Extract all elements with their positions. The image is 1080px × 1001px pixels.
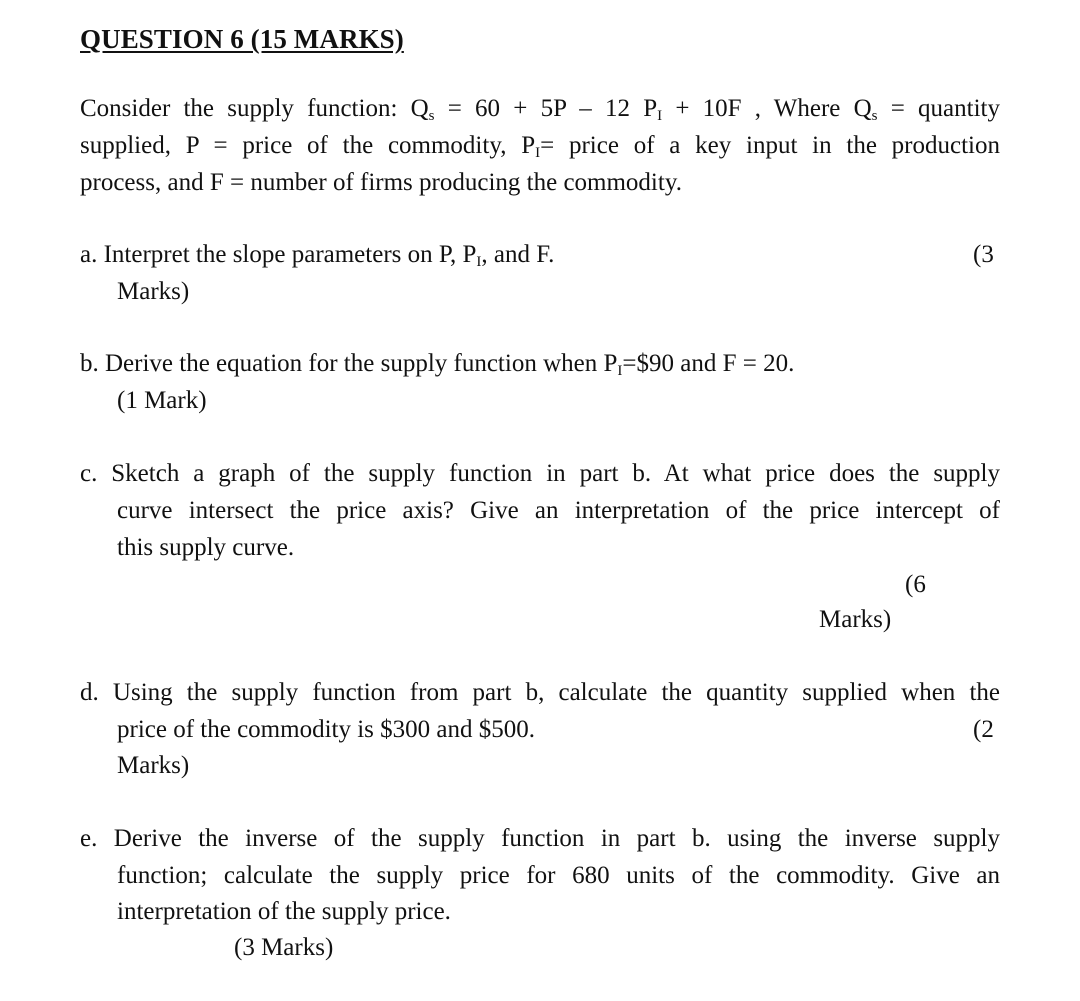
intro-line-3: process, and F = number of firms producing the commodity. (80, 169, 682, 196)
part-a-marks-close: Marks) (117, 278, 190, 305)
part-d-line-1: d. Using the supply function from part b, calculate the quantity supplied when the (80, 679, 1000, 706)
intro-line-1: Consider the supply function: $Q_s = 60 + 5P - 12$ $P_I + 10F$ , Where $Q_s$ = quantity (80, 95, 1000, 124)
part-e-marks: (3 Marks) (234, 934, 334, 961)
part-a-text: a. Interpret the slope parameters on P, $P_I$, and F. (80, 241, 555, 270)
part-b-text: b. Derive the equation for the supply function when $P_I=\$90$ and F = 20. (80, 350, 795, 379)
part-e-line-1: e. Derive the inverse of the supply function in part b. using the inverse supply (80, 825, 1000, 852)
part-c-line-1: c. Sketch a graph of the supply function in part b. At what price does the supply (80, 460, 1000, 487)
part-e-line-2: function; calculate the supply price for 680 units of the commodity. Give an (117, 862, 1000, 889)
part-c-line-2: curve intersect the price axis? Give an interpretation of the price intercept of (117, 497, 1000, 524)
part-a-marks-open: (3 (973, 241, 994, 268)
part-c-marks-close: Marks) (819, 606, 892, 633)
part-d-line-2: price of the commodity is $300 and $500. (117, 716, 535, 743)
part-c-marks-open: (6 (905, 571, 926, 598)
intro-line-2: supplied, P = price of the commodity, $P_I=$ price of a key input in the production (80, 132, 1000, 161)
part-b-marks: (1 Mark) (117, 387, 207, 414)
question-heading: QUESTION 6 (15 MARKS) (80, 24, 404, 54)
part-d-marks-close: Marks) (117, 752, 190, 779)
part-c-line-3: this supply curve. (117, 534, 295, 561)
part-e-line-3: interpretation of the supply price. (117, 898, 451, 925)
part-d-marks-open: (2 (973, 716, 994, 743)
